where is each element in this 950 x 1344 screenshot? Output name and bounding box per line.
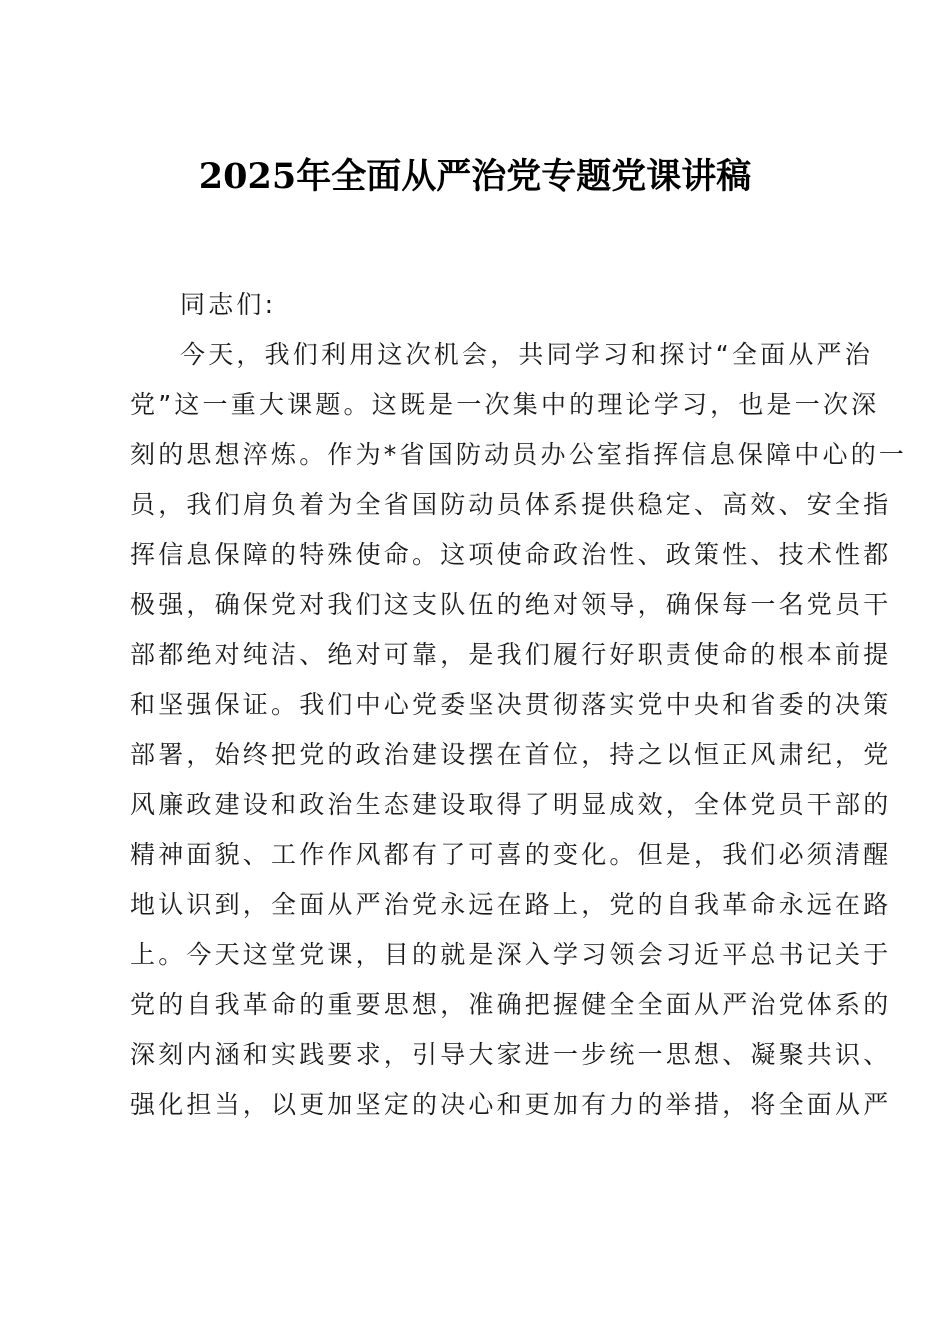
paragraph-line: 风廉政建设和政治生态建设取得了明显成效，全体党员干部的 — [130, 790, 892, 819]
paragraph-line: 党的自我革命的重要思想，准确把握健全全面从严治党体系的 — [130, 990, 892, 1019]
paragraph-line: 挥信息保障的特殊使命。这项使命政治性、政策性、技术性都 — [130, 540, 892, 569]
paragraph-line: 深刻内涵和实践要求，引导大家进一步统一思想、凝聚共识、 — [130, 1040, 892, 1069]
paragraph-line: 部署，始终把党的政治建设摆在首位，持之以恒正风肃纪，党 — [130, 740, 892, 769]
paragraph-line: 党”这一重大课题。这既是一次集中的理论学习，也是一次深 — [130, 390, 880, 419]
paragraph-line: 强化担当，以更加坚定的决心和更加有力的举措，将全面从严 — [130, 1090, 892, 1119]
paragraph-line: 刻的思想淬炼。作为*省国防动员办公室指挥信息保障中心的一 — [130, 440, 908, 469]
paragraph-line: 地认识到，全面从严治党永远在路上，党的自我革命永远在路 — [130, 890, 892, 919]
salutation: 同志们: — [180, 290, 277, 319]
paragraph-line: 部都绝对纯洁、绝对可靠，是我们履行好职责使命的根本前提 — [130, 640, 892, 669]
paragraph-line: 员，我们肩负着为全省国防动员体系提供稳定、高效、安全指 — [130, 490, 892, 519]
paragraph-line: 精神面貌、工作作风都有了可喜的变化。但是，我们必须清醒 — [130, 840, 892, 869]
paragraph-line: 今天，我们利用这次机会，共同学习和探讨“全面从严治 — [180, 340, 873, 369]
document-title: 2025年全面从严治党专题党课讲稿 — [198, 156, 752, 197]
paragraph-line: 上。今天这堂党课，目的就是深入学习领会习近平总书记关于 — [130, 940, 892, 969]
paragraph-line: 和坚强保证。我们中心党委坚决贯彻落实党中央和省委的决策 — [130, 690, 892, 719]
paragraph-line: 极强，确保党对我们这支队伍的绝对领导，确保每一名党员干 — [130, 590, 892, 619]
